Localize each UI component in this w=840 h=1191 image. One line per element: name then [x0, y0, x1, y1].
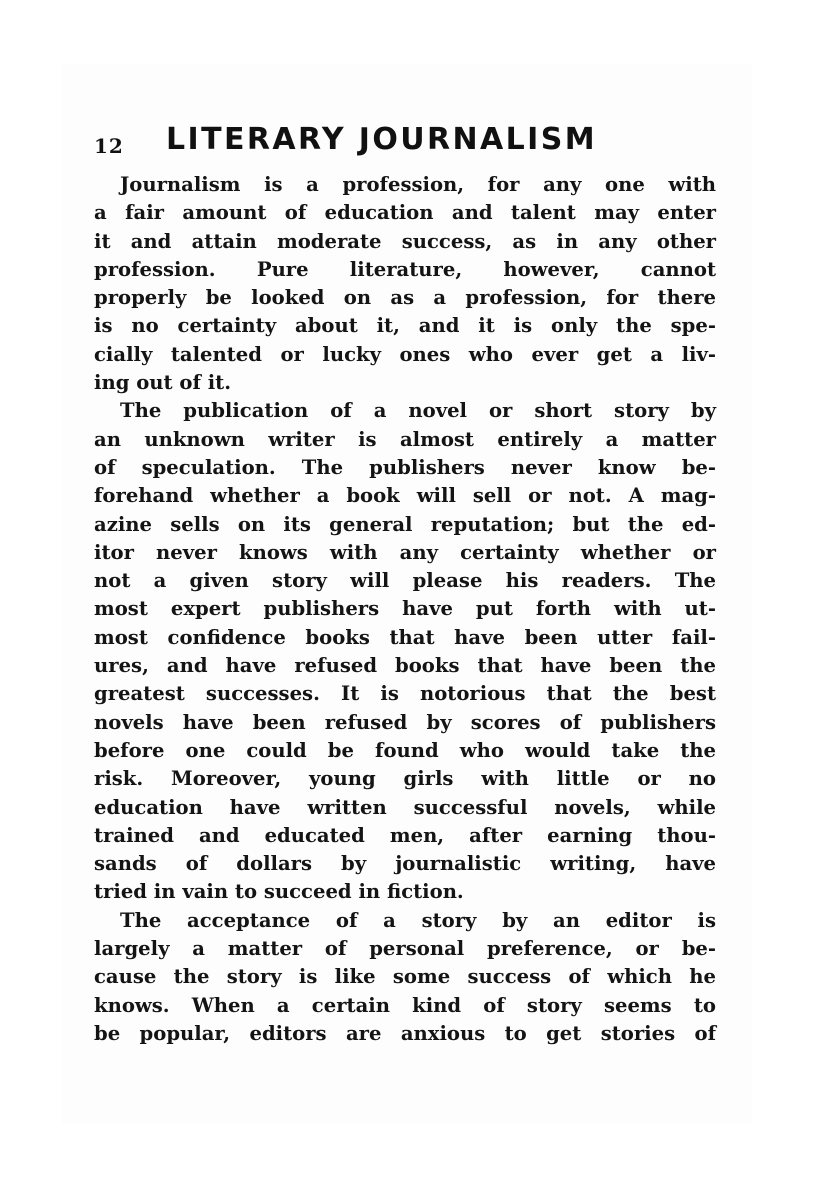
page-number: 12 [94, 134, 124, 158]
body-text [94, 171, 716, 1048]
text-line: cause the story is like some success of which he [94, 965, 716, 989]
paragraph [94, 171, 716, 397]
text-line: most expert publishers have put forth with ut- [94, 597, 716, 621]
text-line: a fair amount of education and talent may enter [94, 201, 716, 225]
text-line: tried in vain to succeed in fiction. [94, 880, 464, 904]
text-line: sands of dollars by journalistic writing, have [94, 852, 716, 876]
text-line: be popular, editors are anxious to get stories of [94, 1021, 716, 1045]
text-line: ures, and have refused books that have been the [94, 654, 716, 678]
text-line: ing out of it. [94, 371, 232, 395]
running-title: LITERARY JOURNALISM [166, 122, 597, 157]
text-line: is no certainty about it, and it is only the spe- [94, 314, 716, 338]
text-line: novels have been refused by scores of publishers [94, 710, 716, 734]
text-line: forehand whether a book will sell or not. A mag- [94, 484, 716, 508]
text-line: cially talented or lucky ones who ever get a liv- [94, 342, 716, 366]
text-line: itor never knows with any certainty whether or [94, 540, 716, 564]
text-line: profession. Pure literature, however, cannot [94, 257, 716, 281]
text-line: properly be looked on as a profession, for there [94, 286, 716, 310]
text-line: most confidence books that have been utter fail- [94, 625, 716, 649]
text-line: risk. Moreover, young girls with little or no [94, 767, 716, 791]
text-line: of speculation. The publishers never know be- [94, 455, 716, 479]
text-line: an unknown writer is almost entirely a matter [94, 427, 716, 451]
text-line: trained and educated men, after earning thou- [94, 823, 716, 847]
text-line: Journalism is a profession, for any one with [120, 173, 716, 196]
paragraph [94, 397, 716, 906]
page-header [94, 122, 744, 162]
text-line: before one could be found who would take the [94, 738, 716, 762]
text-line: not a given story will please his readers. The [94, 569, 716, 593]
text-line: azine sells on its general reputation; but the ed- [94, 512, 716, 536]
text-line: education have written successful novels, while [94, 795, 716, 819]
text-line: largely a matter of personal preference, or be- [94, 937, 716, 961]
text-line: The acceptance of a story by an editor is [120, 908, 716, 932]
text-line: greatest successes. It is notorious that the best [94, 682, 716, 706]
text-line: The publication of a novel or short story by [120, 399, 716, 423]
text-line: knows. When a certain kind of story seems to [94, 993, 716, 1017]
text-line: it and attain moderate success, as in any other [94, 229, 716, 253]
paragraph [94, 907, 716, 1048]
